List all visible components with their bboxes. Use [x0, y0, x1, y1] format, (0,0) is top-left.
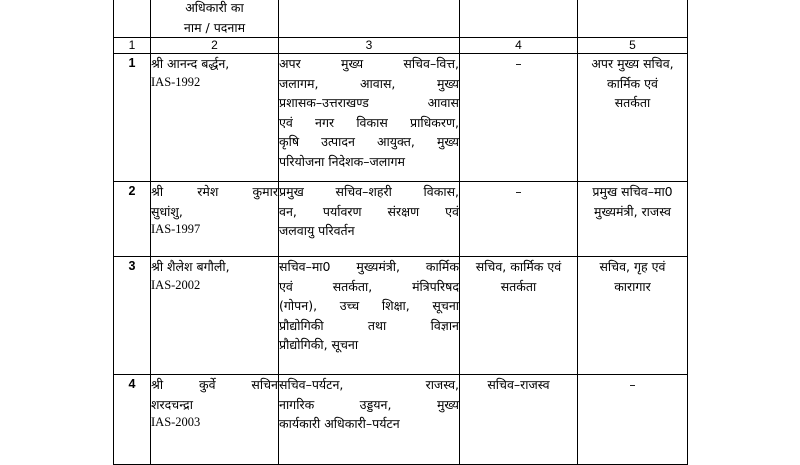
posting-line: प्रौद्योगिकी, सूचना	[279, 337, 359, 352]
header-cell-sno	[114, 0, 151, 38]
column-5-line: अपर मुख्य सचिव,	[591, 56, 674, 71]
current-posting-cell	[279, 375, 460, 465]
current-posting-cell	[279, 257, 460, 375]
officer-name-cell	[151, 257, 279, 375]
header-name-line: नाम / पदनाम	[183, 19, 246, 35]
column-number: 5	[578, 38, 688, 54]
officer-name-line: श्री आनन्द बर्द्धन,	[151, 56, 230, 71]
table-row	[114, 257, 688, 375]
posting-line: प्रौद्योगिकी तथा विज्ञान	[279, 317, 459, 333]
officer-name-line: श्री रमेश कुमार	[151, 184, 278, 199]
column-4-line: –	[515, 184, 522, 199]
posting-line: प्रमुख सचिव–शहरी विकास,	[279, 184, 459, 199]
officer-name-line: शरदचन्द्रा	[151, 396, 193, 412]
column-number: 2	[151, 38, 279, 54]
posting-line: अपर मुख्य सचिव–वित्त,	[279, 56, 459, 71]
posting-line: जलवायु परिवर्तन	[279, 223, 355, 238]
officer-name-cell	[151, 182, 279, 257]
column-5-cell	[578, 257, 688, 375]
officer-name-line: सुधांशु,	[151, 203, 183, 219]
service-batch: IAS-2002	[151, 277, 201, 292]
posting-line: सचिव–पर्यटन, राजस्व,	[279, 377, 459, 392]
serial-number: 2	[114, 182, 151, 257]
serial-number: 3	[114, 257, 151, 375]
column-5-line: सचिव, गृह एवं	[599, 259, 666, 274]
column-number-row	[114, 38, 688, 54]
column-4-line: सचिव, कार्मिक एवं	[475, 259, 562, 274]
column-4-cell	[460, 54, 578, 182]
table-row	[114, 375, 688, 465]
column-4-cell	[460, 257, 578, 375]
posting-line: जलागम, आवास, मुख्य	[279, 75, 459, 91]
officer-name-line: श्री शैलेश बगौली,	[151, 259, 230, 274]
column-5-line: कारागार	[614, 278, 651, 294]
header-cell-5	[578, 0, 688, 38]
posting-line: परियोजना निदेशक–जलागम	[279, 153, 406, 169]
column-4-line: –	[515, 56, 522, 71]
posting-line: सचिव–मा0 मुख्यमंत्री, कार्मिक	[279, 259, 459, 274]
service-batch: IAS-1997	[151, 222, 201, 236]
column-4-cell	[460, 182, 578, 257]
column-number: 1	[114, 38, 151, 54]
posting-line: कार्यकारी अधिकारी–पर्यटन	[279, 416, 400, 431]
column-5-line: मुख्यमंत्री, राजस्व	[593, 203, 672, 219]
column-5-line: –	[629, 377, 636, 392]
posting-line: वन, पर्यावरण संरक्षण एवं	[279, 203, 459, 219]
column-number: 4	[460, 38, 578, 54]
officer-name-cell	[151, 375, 279, 465]
column-5-cell	[578, 54, 688, 182]
posting-line: (गोपन), उच्च शिक्षा, सूचना	[279, 298, 459, 313]
posting-line: कृषि उत्पादन आयुक्त, मुख्य	[279, 134, 459, 149]
service-batch: IAS-1992	[151, 74, 201, 89]
column-4-line: सचिव–राजस्व	[487, 377, 550, 392]
current-posting-cell	[279, 54, 460, 182]
posting-line: एवं नगर विकास प्राधिकरण,	[279, 114, 459, 130]
header-name-line: अधिकारी का	[185, 0, 244, 15]
column-number: 3	[279, 38, 460, 54]
column-4-line: सतर्कता	[500, 278, 537, 294]
header-cell-3	[279, 0, 460, 38]
officer-name-line: श्री कुर्वे सचिन	[151, 377, 278, 392]
serial-number: 1	[114, 54, 151, 182]
serial-number: 4	[114, 375, 151, 465]
table-row	[114, 182, 688, 257]
header-cell-4	[460, 0, 578, 38]
current-posting-cell	[279, 182, 460, 257]
column-4-cell	[460, 375, 578, 465]
table-row	[114, 54, 688, 182]
officers-posting-table	[113, 0, 688, 465]
posting-line: नागरिक उड्डयन, मुख्य	[279, 396, 459, 412]
column-5-line: प्रमुख सचिव–मा0	[592, 184, 673, 199]
officer-name-cell	[151, 54, 279, 182]
column-5-line: सतर्कता	[614, 95, 651, 110]
column-5-cell	[578, 182, 688, 257]
service-batch: IAS-2003	[151, 415, 201, 429]
posting-line: प्रशासक–उत्तराखण्ड आवास	[279, 95, 459, 110]
column-5-cell	[578, 375, 688, 465]
posting-line: एवं सतर्कता, मंत्रिपरिषद	[279, 278, 459, 294]
header-row	[114, 0, 688, 38]
header-cell-name-designation	[151, 0, 279, 38]
column-5-line: कार्मिक एवं	[607, 75, 658, 91]
